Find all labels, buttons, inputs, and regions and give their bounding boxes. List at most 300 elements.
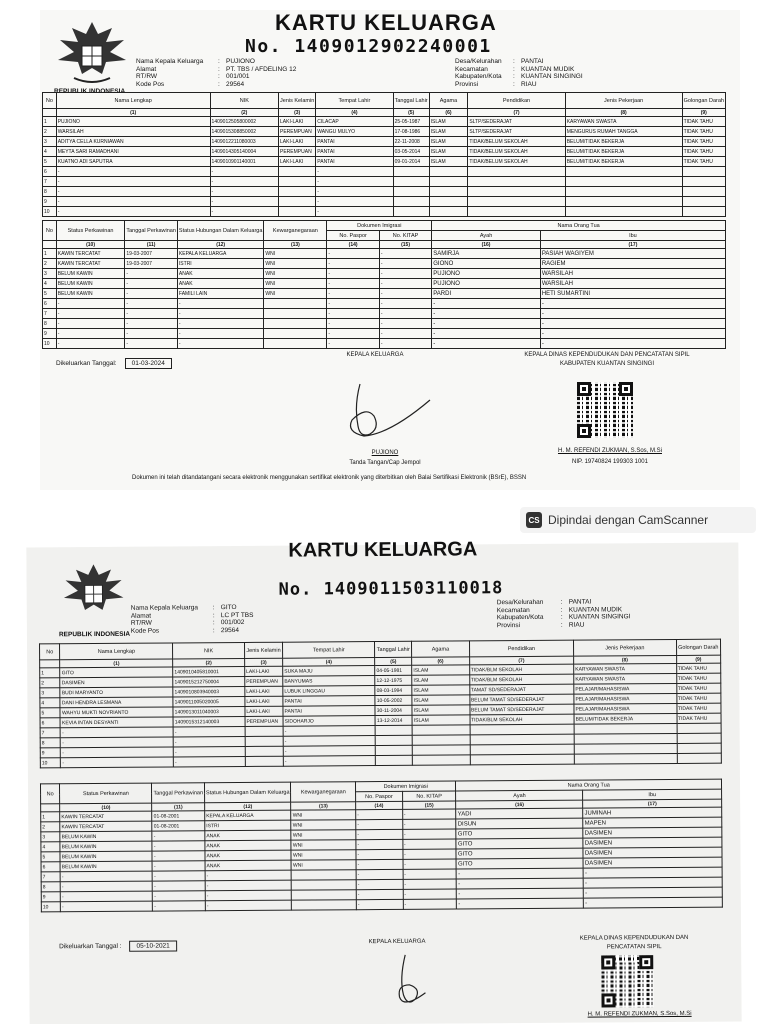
table-cell	[279, 177, 316, 187]
table-cell	[245, 746, 283, 756]
table-cell: KAWIN TERCATAT	[56, 249, 125, 259]
table-cell: 1	[40, 668, 61, 678]
table-cell: WARSILAH	[540, 279, 725, 289]
table-cell: -	[153, 901, 206, 911]
header-right-info: Desa/Kelurahan : PANTAI Kecamatan : KUANTAN MUDIK Kabupaten/Kota : KUANTAN SINGINGI Provinsi : RIAU	[455, 58, 583, 88]
table-cell	[279, 197, 316, 207]
table-cell: -	[583, 877, 722, 888]
column-header: No	[40, 784, 59, 804]
table-cell: 2	[43, 127, 57, 137]
table-cell: 9	[40, 748, 61, 758]
table-cell: 7	[43, 177, 57, 187]
table-cell: TIDAK/BLM SEKOLAH	[469, 674, 574, 685]
table-cell: 10-05-2002	[375, 695, 412, 705]
table-cell: PUJIONO	[56, 117, 210, 127]
family-status-table	[42, 220, 726, 349]
table-cell: -	[457, 898, 584, 909]
table-cell	[245, 726, 283, 736]
table-cell: KARYAWAN SWASTA	[565, 117, 682, 127]
table-cell: ISLAM	[412, 675, 469, 685]
column-number: (11)	[152, 803, 205, 811]
table-cell: FAMILI LAIN	[177, 289, 263, 299]
table-cell: 3	[40, 688, 61, 698]
table-cell: TIDAK TAHU	[682, 157, 725, 167]
table-cell	[677, 733, 722, 743]
table-cell: GITO	[456, 848, 583, 859]
table-cell: ISLAM	[429, 117, 468, 127]
table-cell: -	[356, 859, 403, 869]
table-cell: -	[432, 309, 541, 319]
table-cell: -	[402, 819, 456, 829]
table-cell: 5	[43, 289, 57, 299]
column-header: NIK	[210, 93, 278, 109]
table-cell: LAKI-LAKI	[245, 706, 283, 716]
table-cell: -	[379, 269, 431, 279]
table-cell: -	[432, 319, 541, 329]
table-cell: TIDAK/BELUM SEKOLAH	[468, 157, 565, 167]
table-cell: -	[205, 870, 292, 881]
table-cell: -	[356, 889, 403, 899]
table-cell: 04-05-1981	[375, 665, 412, 675]
table-cell: LAKI-LAKI	[245, 686, 283, 696]
table-cell	[393, 207, 429, 217]
table-cell: -	[379, 289, 431, 299]
table-cell	[682, 187, 725, 197]
column-number: (15)	[402, 801, 456, 809]
table-cell: ISTRI	[205, 820, 292, 831]
table-cell: 4	[41, 842, 60, 852]
table-cell: -	[125, 309, 178, 319]
table-cell: 01-08-2001	[152, 821, 205, 831]
table-cell: 7	[41, 872, 60, 882]
table-cell: 5	[41, 852, 60, 862]
table-cell: 10	[43, 339, 57, 349]
table-cell: DISUN	[456, 818, 583, 829]
table-cell: 7	[43, 309, 57, 319]
table-cell: -	[173, 726, 245, 737]
table-cell: TIDAK TAHU	[676, 703, 721, 713]
family-card-2	[26, 538, 741, 1024]
column-header: Kewarganegaraan	[291, 782, 356, 802]
table-cell	[279, 167, 316, 177]
table-cell: -	[210, 187, 278, 197]
table-row	[43, 289, 726, 299]
column-header: Status Perkawinan	[56, 221, 125, 241]
table-cell: -	[356, 829, 403, 839]
column-number: (7)	[468, 109, 565, 117]
agency-region: PENCATATAN SIPIL	[606, 944, 662, 951]
table-cell	[279, 207, 316, 217]
document-title: KARTU KELUARGA	[288, 538, 478, 562]
table-cell	[412, 735, 469, 745]
column-header: No	[43, 221, 57, 241]
table-cell: -	[327, 309, 379, 319]
table-cell: -	[356, 849, 403, 859]
table-cell: -	[61, 727, 174, 738]
table-cell: TIDAK TAHU	[682, 117, 725, 127]
table-cell: 09-01-2014	[393, 157, 429, 167]
table-cell: BELUM KAWIN	[60, 861, 152, 872]
table-cell: -	[327, 339, 379, 349]
agency-head-name: H. M. REFENDI ZUKMAN, S.Sos, M.Si	[587, 1010, 692, 1018]
table-cell: WNI	[264, 249, 327, 259]
table-cell: -	[327, 299, 379, 309]
table-cell: -	[56, 309, 125, 319]
table-cell: DASIMEN	[583, 827, 722, 838]
table-cell: ANAK	[205, 860, 292, 871]
family-head-signature-icon	[330, 376, 440, 448]
table-cell: -	[153, 881, 206, 891]
header-left-info: Nama Kepala Keluarga : GITO Alamat : LC PT TBS RT/RW : 001/002 Kode Pos : 29564	[130, 604, 254, 635]
table-cell: -	[327, 269, 379, 279]
table-cell: 5	[43, 157, 57, 167]
column-header: Golongan Darah	[682, 93, 725, 109]
table-cell: 10	[41, 902, 60, 912]
table-cell: ANAK	[177, 279, 263, 289]
table-cell: KUATNO ADI SAPUTRA	[56, 157, 210, 167]
table-cell: LAKI-LAKI	[279, 117, 316, 127]
table-cell: 1409012211080003	[210, 137, 278, 147]
column-number: (12)	[205, 802, 292, 811]
table-cell: BELUM/TIDAK BEKERJA	[565, 147, 682, 157]
table-cell: WNI	[291, 840, 356, 850]
table-cell: SUKA MAJU	[283, 666, 375, 677]
table-cell	[393, 167, 429, 177]
table-cell: 13-12-2014	[375, 715, 412, 725]
table-cell: -	[457, 888, 584, 899]
table-cell: -	[56, 177, 210, 187]
republic-label: REPUBLIK INDONESIA	[54, 88, 126, 95]
table-cell: -	[60, 871, 152, 882]
column-subheader: Ibu	[583, 789, 722, 800]
table-cell: -	[210, 177, 278, 187]
table-cell: -	[403, 839, 457, 849]
table-cell: BELUM KAWIN	[56, 269, 125, 279]
table-cell	[375, 735, 412, 745]
table-cell: LAKI-LAKI	[279, 157, 316, 167]
table-cell: KARYAWAN SWASTA	[574, 673, 677, 684]
table-cell: LUBUK LINGGAU	[283, 686, 375, 697]
column-number: (5)	[375, 657, 412, 665]
column-header: Tempat Lahir	[283, 642, 375, 659]
column-number: (9)	[676, 655, 721, 663]
column-subheader: Ayah	[432, 231, 541, 241]
table-cell: 9	[43, 197, 57, 207]
table-cell: 17-08-1986	[393, 127, 429, 137]
column-header: Tempat Lahir	[316, 93, 393, 109]
table-cell: PASIAH WAGIYEM	[540, 249, 725, 259]
table-cell: PUJIONO	[432, 269, 541, 279]
table-cell: 8	[41, 882, 60, 892]
table-cell: 1409010405810001	[173, 666, 245, 677]
table-cell	[677, 723, 722, 733]
table-cell: 3	[43, 137, 57, 147]
table-cell: PELAJAR/MAHASISWA	[574, 693, 677, 704]
table-cell	[292, 870, 357, 880]
table-cell: -	[402, 829, 456, 839]
table-cell: HETI SUMARTINI	[540, 289, 725, 299]
table-cell: -	[327, 249, 379, 259]
table-cell	[264, 329, 327, 339]
column-number: (3)	[279, 109, 316, 117]
column-number: (5)	[393, 109, 429, 117]
table-cell: -	[432, 329, 541, 339]
table-cell: -	[540, 329, 725, 339]
table-cell: -	[283, 736, 375, 747]
table-cell: -	[402, 809, 456, 819]
table-cell: TIDAK/BLM SEKOLAH	[470, 714, 575, 725]
column-number: (14)	[327, 241, 379, 249]
table-cell: -	[283, 756, 375, 767]
table-cell	[429, 197, 468, 207]
agency-head-title: KEPALA DINAS KEPENDUDUKAN DAN	[579, 934, 689, 942]
qr-code-icon	[601, 955, 653, 1007]
table-cell: KAWIN TERCATAT	[60, 821, 152, 832]
table-cell: -	[125, 279, 178, 289]
column-number: (15)	[379, 241, 431, 249]
table-cell: -	[205, 890, 292, 901]
table-cell: -	[152, 831, 205, 841]
family-head-label: KEPALA KELUARGA	[346, 352, 404, 358]
table-cell: -	[356, 899, 403, 909]
column-number: (2)	[210, 109, 278, 117]
table-cell: WANGU MULYO	[316, 127, 393, 137]
table-cell: -	[283, 726, 375, 737]
table-cell: BELUM TAMAT SD/SEDERAJAT	[469, 694, 574, 705]
column-number	[41, 804, 60, 812]
table-cell: -	[210, 167, 278, 177]
table-cell: WNI	[291, 850, 356, 860]
column-number	[43, 109, 57, 117]
table-cell: -	[432, 339, 541, 349]
column-header: Nama Lengkap	[60, 643, 173, 660]
table-cell: 7	[40, 728, 61, 738]
table-cell: -	[205, 880, 292, 891]
table-cell	[468, 207, 565, 217]
table-cell	[264, 299, 327, 309]
column-subheader: No. Paspor	[327, 231, 379, 241]
table-cell: 1409012505800002	[210, 117, 278, 127]
table-cell: DASIMEN	[60, 677, 173, 688]
table-cell: TIDAK TAHU	[676, 683, 721, 693]
column-header: Agama	[429, 93, 468, 109]
table-cell: ADITYA CELLA KURNIAWAN	[56, 137, 210, 147]
table-cell: -	[173, 736, 245, 747]
column-header: Tanggal Lahir	[375, 641, 412, 657]
column-subheader: No. KITAP	[379, 231, 431, 241]
table-cell: KAWIN TERCATAT	[56, 259, 125, 269]
table-cell: PANTAI	[283, 706, 375, 717]
table-cell: -	[379, 279, 431, 289]
table-row	[43, 207, 726, 217]
table-cell: -	[379, 259, 431, 269]
table-cell: -	[316, 197, 393, 207]
table-cell	[429, 177, 468, 187]
table-cell: -	[56, 339, 125, 349]
column-number: (3)	[245, 658, 283, 666]
column-header: Jenis Kelamin	[279, 93, 316, 109]
table-cell: -	[327, 279, 379, 289]
table-cell: BELUM/TIDAK BEKERJA	[574, 713, 677, 724]
table-cell: ISLAM	[412, 705, 469, 715]
table-row	[43, 339, 726, 349]
table-cell: WAHYU MUKTI NOVRIANTO	[60, 707, 173, 718]
table-cell: -	[457, 878, 584, 889]
table-cell: -	[61, 757, 174, 768]
table-cell: 12-12-1975	[375, 675, 412, 685]
table-cell: BELUM KAWIN	[60, 851, 152, 862]
camscanner-watermark: CS Dipindai dengan CamScanner	[520, 507, 756, 533]
family-members-table	[39, 639, 722, 769]
table-cell: -	[316, 187, 393, 197]
table-cell: 5	[40, 708, 61, 718]
column-number: (4)	[283, 658, 375, 667]
table-cell: TIDAK TAHU	[676, 663, 721, 673]
column-subheader: No. Paspor	[356, 791, 403, 801]
electronic-signature-note: Dokumen ini telah ditandatangani secara elektronik menggunakan sertifikat elektronik yang diterbitkan oleh Balai Sertifikasi Elektronik (BSrE), BSSN	[132, 475, 527, 481]
table-cell: -	[125, 329, 178, 339]
table-cell: WARSILAH	[56, 127, 210, 137]
table-cell	[468, 177, 565, 187]
table-cell: -	[540, 299, 725, 309]
table-cell: 01-08-2001	[152, 811, 205, 821]
table-cell: -	[56, 207, 210, 217]
table-cell: -	[173, 746, 245, 757]
table-cell: -	[316, 167, 393, 177]
table-cell: SLTP/SEDERAJAT	[468, 117, 565, 127]
table-cell: BELUM/TIDAK BEKERJA	[565, 157, 682, 167]
table-cell: -	[356, 869, 403, 879]
column-number: (1)	[60, 659, 173, 668]
table-cell: ISTRI	[177, 259, 263, 269]
header-right-info: Desa/Kelurahan : PANTAI Kecamatan : KUANTAN MUDIK Kabupaten/Kota : KUANTAN SINGINGI Provinsi : RIAU	[496, 598, 631, 629]
table-cell: MEYTA SARI RAMADHANI	[56, 147, 210, 157]
table-cell: 1409010901140001	[210, 157, 278, 167]
table-cell: -	[177, 299, 263, 309]
table-cell: -	[457, 868, 584, 879]
table-cell	[682, 167, 725, 177]
table-cell: TIDAK/BELUM SEKOLAH	[468, 137, 565, 147]
table-cell: KEPALA KELUARGA	[177, 249, 263, 259]
table-cell: TIDAK TAHU	[677, 713, 722, 723]
column-number: (9)	[682, 109, 725, 117]
table-row	[43, 137, 726, 147]
column-header: Nama Lengkap	[56, 93, 210, 109]
table-cell: MAPEN	[583, 817, 722, 828]
table-row	[43, 147, 726, 157]
table-cell: -	[56, 319, 125, 329]
table-cell: 9	[41, 892, 60, 902]
table-cell: WARSILAH	[540, 269, 725, 279]
table-cell: -	[403, 859, 457, 869]
table-cell: -	[327, 289, 379, 299]
table-row	[43, 259, 726, 269]
table-cell: -	[540, 319, 725, 329]
table-cell: -	[356, 809, 403, 819]
camscanner-logo-icon: CS	[526, 512, 542, 528]
table-cell: -	[177, 329, 263, 339]
table-cell: WNI	[291, 830, 356, 840]
table-cell	[279, 187, 316, 197]
table-cell: 22-11-2008	[393, 137, 429, 147]
column-header: Tanggal Perkawinan	[125, 221, 178, 241]
column-header: Status Perkawinan	[60, 783, 152, 804]
table-row	[43, 249, 726, 259]
table-cell: 19-03-2007	[125, 259, 178, 269]
table-cell: YADI	[456, 808, 583, 819]
table-cell: -	[327, 329, 379, 339]
column-number: (16)	[432, 241, 541, 249]
table-cell: -	[61, 901, 153, 912]
table-cell: TIDAK TAHU	[682, 147, 725, 157]
column-number: (12)	[177, 241, 263, 249]
table-cell: 2	[40, 678, 61, 688]
column-header: Golongan Darah	[676, 639, 721, 655]
table-cell: GIONO	[432, 259, 541, 269]
table-cell	[264, 319, 327, 329]
table-cell	[468, 197, 565, 207]
table-cell: 1	[41, 812, 60, 822]
table-cell	[682, 207, 725, 217]
table-cell: 6	[40, 718, 61, 728]
table-cell	[565, 207, 682, 217]
table-cell: -	[403, 869, 457, 879]
table-cell: 8	[43, 187, 57, 197]
document-number: No. 1409012902240001	[245, 36, 492, 57]
issued-date: Dikeluarkan Tanggal : 05-10-2021	[59, 940, 177, 952]
table-cell: 10	[40, 758, 61, 768]
table-cell: 08-03-1994	[375, 685, 412, 695]
table-cell: GITO	[60, 667, 173, 678]
table-cell: ISLAM	[429, 127, 468, 137]
table-cell: TIDAK TAHU	[676, 673, 721, 683]
table-cell: 25-05-1987	[393, 117, 429, 127]
table-cell: JUMINAH	[583, 807, 722, 818]
table-row	[43, 309, 726, 319]
table-cell: BELUM KAWIN	[56, 279, 125, 289]
table-cell: PUJIONO	[432, 279, 541, 289]
table-cell: -	[540, 339, 725, 349]
table-cell	[429, 207, 468, 217]
table-cell: SAMIRJA	[432, 249, 541, 259]
table-cell: PANTAI	[316, 137, 393, 147]
table-cell	[292, 880, 357, 890]
table-cell	[245, 756, 283, 766]
table-cell: -	[583, 867, 722, 878]
table-cell: PELAJAR/MAHASISWA	[574, 703, 677, 714]
table-cell: TIDAK/BLM SEKOLAH	[469, 664, 574, 675]
header-left-info: Nama Kepala Keluarga : PUJIONO Alamat : PT. TBS / AFDELING 12 RT/RW : 001/001 Kode Pos : 29564	[136, 58, 297, 88]
table-cell: -	[56, 197, 210, 207]
table-cell: -	[177, 319, 263, 329]
agency-head-nip: NIP. 19740824 199303 1001	[572, 459, 648, 465]
column-number: (13)	[264, 241, 327, 249]
table-cell	[470, 754, 575, 765]
table-cell: -	[327, 319, 379, 329]
document-title: KARTU KELUARGA	[275, 10, 497, 35]
table-cell: PELAJAR/MAHASISWA	[574, 683, 677, 694]
table-cell: -	[61, 747, 174, 758]
table-cell: ANAK	[205, 850, 292, 861]
table-cell: PANTAI	[316, 147, 393, 157]
table-cell	[565, 187, 682, 197]
table-cell	[264, 309, 327, 319]
table-row	[43, 157, 726, 167]
table-cell: WNI	[264, 269, 327, 279]
table-cell: 2	[43, 259, 57, 269]
table-cell: 8	[43, 319, 57, 329]
table-cell: 30-11-2004	[375, 705, 412, 715]
